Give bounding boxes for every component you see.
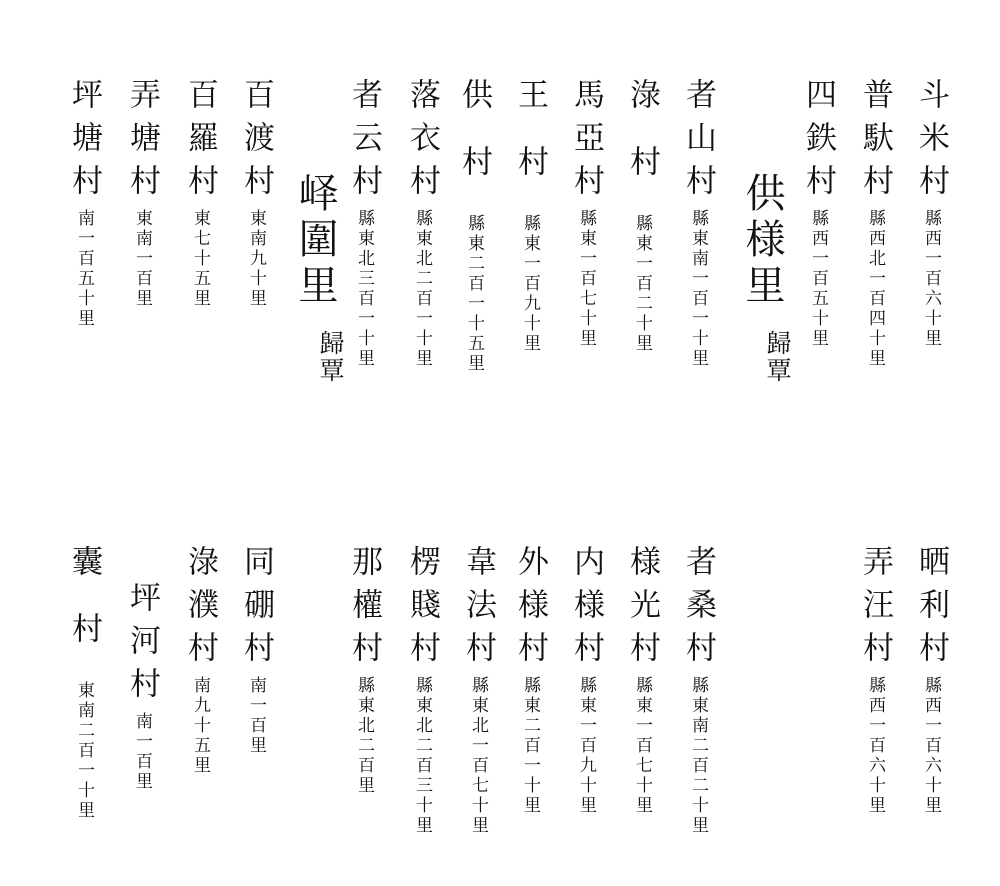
village-column [624, 545, 660, 816]
village-distance-note: 縣東一百七十里 [632, 676, 652, 816]
village-name: 晒利村 [913, 545, 949, 674]
village-distance-note: 縣西一百六十里 [865, 676, 885, 816]
village-name: 落衣村 [404, 78, 440, 207]
village-name: 内様村 [568, 545, 604, 674]
village-distance-note: 縣東北二百一十里 [412, 209, 432, 369]
village-name: 楞賤村 [404, 545, 440, 674]
district-header [733, 172, 791, 384]
village-name: 四鉄村 [800, 78, 836, 207]
village-name: 囊村 [66, 545, 102, 679]
village-distance-note: 南一百五十里 [74, 209, 94, 329]
village-distance-note: 縣東北一百七十里 [468, 676, 488, 836]
village-column [182, 545, 218, 776]
village-column [913, 78, 949, 349]
village-column [512, 545, 548, 816]
district-subtitle: 歸覃 [763, 330, 792, 384]
village-distance-note: 縣西一百六十里 [921, 209, 941, 349]
village-name: 馬亞村 [568, 78, 604, 207]
village-distance-note: 東七十五里 [190, 209, 210, 309]
village-name: 斗米村 [913, 78, 949, 207]
village-distance-note: 縣西一百五十里 [808, 209, 828, 349]
village-name: 弄塘村 [124, 78, 160, 207]
village-distance-note: 縣東二百一十五里 [464, 214, 484, 374]
village-name: 様光村 [624, 545, 660, 674]
village-column [512, 78, 548, 354]
village-distance-note: 縣西北一百四十里 [865, 209, 885, 369]
village-name: 同硼村 [238, 545, 274, 674]
village-distance-note: 縣東北二百三十里 [412, 676, 432, 836]
village-distance-note: 東南二百一十里 [74, 681, 94, 821]
village-name: 外様村 [512, 545, 548, 674]
village-distance-note: 東南一百里 [132, 209, 152, 309]
district-title: 供様里 [739, 172, 785, 310]
village-column [238, 78, 274, 309]
village-column [624, 78, 660, 354]
village-column [857, 545, 893, 816]
village-column [124, 78, 160, 309]
village-column [680, 78, 716, 369]
village-column [346, 78, 382, 369]
village-column [913, 545, 949, 816]
village-column [857, 78, 893, 369]
village-name: 坪河村 [124, 581, 160, 710]
village-distance-note: 縣東一百二十里 [632, 214, 652, 354]
village-column [568, 545, 604, 816]
district-title: 峄圍里 [292, 172, 338, 310]
village-column [238, 545, 274, 756]
village-name: 那權村 [346, 545, 382, 674]
village-name: 者桑村 [680, 545, 716, 674]
village-distance-note: 縣東北二百里 [354, 676, 374, 796]
village-distance-note: 南九十五里 [190, 676, 210, 776]
village-column [66, 78, 102, 329]
village-distance-note: 縣東南一百一十里 [688, 209, 708, 369]
village-name: 百羅村 [182, 78, 218, 207]
village-distance-note: 縣東一百九十里 [520, 214, 540, 354]
village-distance-note: 縣東一百九十里 [576, 676, 596, 816]
village-column [124, 545, 160, 792]
district-subtitle: 歸覃 [316, 330, 345, 384]
village-distance-note: 縣東一百七十里 [576, 209, 596, 349]
village-name: 淥村 [624, 78, 660, 212]
village-column [800, 78, 836, 349]
village-column [460, 545, 496, 836]
village-distance-note: 南一百里 [246, 676, 266, 756]
village-name: 淥濮村 [182, 545, 218, 674]
village-column [404, 545, 440, 836]
village-name: 韋法村 [460, 545, 496, 674]
village-column [182, 78, 218, 309]
district-header [286, 172, 344, 384]
village-column [568, 78, 604, 349]
village-column [456, 78, 492, 374]
village-name: 坪塘村 [66, 78, 102, 207]
village-name: 普馱村 [857, 78, 893, 207]
village-name: 者山村 [680, 78, 716, 207]
village-column [680, 545, 716, 836]
village-name: 弄汪村 [857, 545, 893, 674]
village-distance-note: 南一百里 [132, 712, 152, 792]
village-distance-note: 東南九十里 [246, 209, 266, 309]
village-name: 供村 [456, 78, 492, 212]
village-distance-note: 縣東南二百二十里 [688, 676, 708, 836]
village-name: 百渡村 [238, 78, 274, 207]
village-column [404, 78, 440, 369]
village-distance-note: 縣東北三百一十里 [354, 209, 374, 369]
village-distance-note: 縣西一百六十里 [921, 676, 941, 816]
village-column [346, 545, 382, 796]
village-distance-note: 縣東二百一十里 [520, 676, 540, 816]
village-column [66, 545, 102, 821]
village-name: 王村 [512, 78, 548, 212]
village-name: 者云村 [346, 78, 382, 207]
